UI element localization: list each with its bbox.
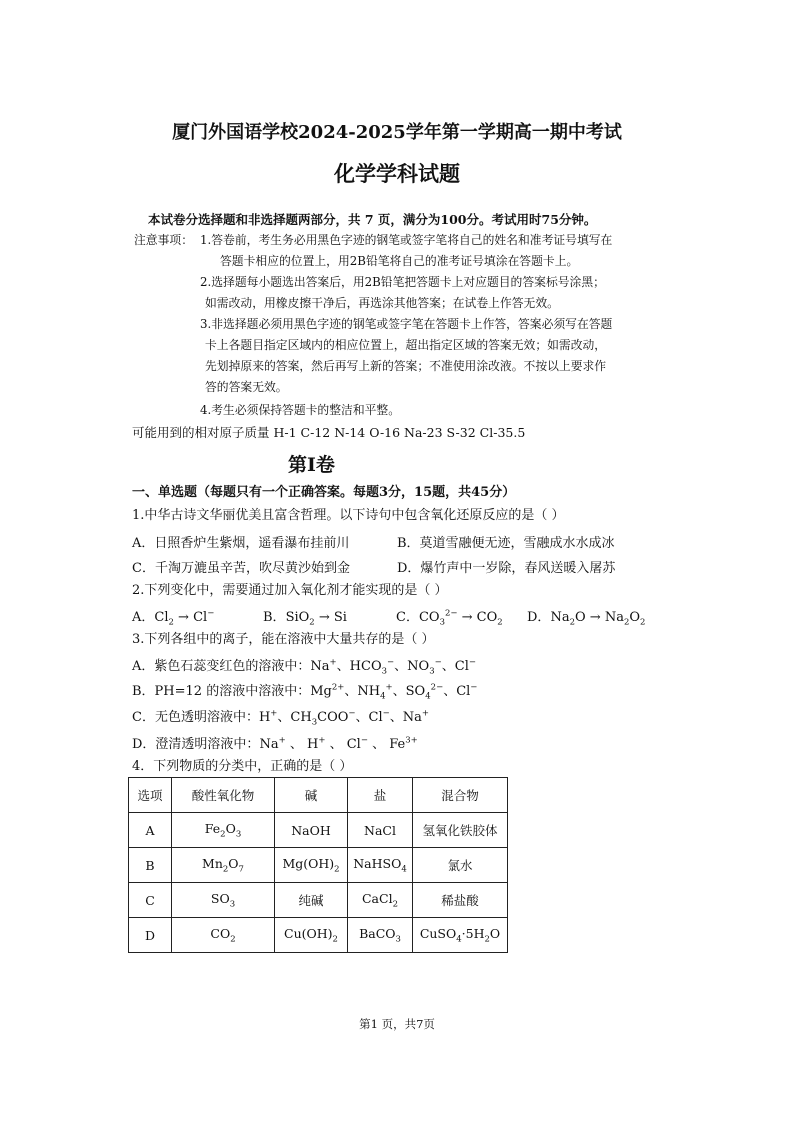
table-cell: 氢氧化铁胶体 xyxy=(413,813,508,848)
question-4-stem: 4．下列物质的分类中，正确的是（ ） xyxy=(132,759,353,774)
table-header-cell: 盐 xyxy=(348,778,413,813)
table-cell: D xyxy=(129,918,172,953)
table-header-cell: 碱 xyxy=(275,778,348,813)
table-cell: 稀盐酸 xyxy=(413,883,508,918)
table-cell: A xyxy=(129,813,172,848)
table-cell: $Fe_2O_3$ xyxy=(172,813,275,848)
q3-option-c: C．无色透明溶液中：H+、$CH_3COO^-$、Cl−、Na+ xyxy=(132,708,430,728)
notes-label: 注意事项： xyxy=(134,233,193,247)
q1-option-c: C．千淘万漉虽辛苦，吹尽黄沙始到金 xyxy=(132,561,350,576)
q3-option-a: A．紫色石蕊变红色的溶液中：Na+、$HCO_3^-$、$NO_3^-$、Cl− xyxy=(132,657,476,677)
q2-option-d: D．$Na_2O \to Na_2O_2$ xyxy=(527,610,646,628)
intro-text: 本试卷分选择题和非选择题两部分，共 7 页，满分为100分。考试用时75分钟。 xyxy=(148,212,597,227)
q1-option-d: D．爆竹声中一岁除，春风送暖入屠苏 xyxy=(397,561,616,576)
q2-option-c: C．$CO_3^{2-} \to CO_2$ xyxy=(396,608,503,628)
q3-option-b: B．PH=12 的溶液中溶液中：$Mg^{2+}$、$NH_4^+$、$SO_4^{2-}$、Cl− xyxy=(132,682,478,702)
note-line: 答题卡相应的位置上，用2B铅笔将自己的准考证号填涂在答题卡上。 xyxy=(220,254,579,268)
table-cell: NaOH xyxy=(275,813,348,848)
exam-title: 厦门外国语学校2024-2025学年第一学期高一期中考试 xyxy=(172,122,622,143)
table-cell: $CuSO_4\cdot 5H_2O$ xyxy=(413,918,508,953)
table-header-cell: 选项 xyxy=(129,778,172,813)
table-row xyxy=(129,848,508,883)
table-cell: BaCO$_3$ xyxy=(348,918,413,953)
table-header-row xyxy=(129,778,508,813)
table-cell: B xyxy=(129,848,172,883)
note-line: 答的答案无效。 xyxy=(205,380,288,394)
table-header-cell: 酸性氧化物 xyxy=(172,778,275,813)
table-cell: C xyxy=(129,883,172,918)
note-line: 先划掉原来的答案，然后再写上新的答案；不准使用涂改液。不按以上要求作 xyxy=(205,359,607,373)
q2-option-a: A．$Cl_2 \to Cl^-$ xyxy=(132,608,215,628)
note-line: 4.考生必须保持答题卡的整洁和平整。 xyxy=(200,403,401,417)
note-line: 3.非选择题必须用黑色字迹的钢笔或签字笔在答题卡上作答，答案必须写在答题 xyxy=(200,317,613,331)
table-row xyxy=(129,883,508,918)
q1-option-b: B．莫道雪融便无迹，雪融成水水成冰 xyxy=(397,536,615,551)
table-cell: CaCl$_2$ xyxy=(348,883,413,918)
table-cell: NaCl xyxy=(348,813,413,848)
part-title: 一、单选题（每题只有一个正确答案。每题3分，15题，共45分） xyxy=(132,485,516,500)
classification-table xyxy=(128,777,508,953)
table-cell: $Cu(OH)_2$ xyxy=(275,918,348,953)
note-line: 如需改动，用橡皮擦干净后，再选涂其他答案；在试卷上作答无效。 xyxy=(205,296,559,310)
atomic-masses: 可能用到的相对原子质量 H-1 C-12 N-14 O-16 Na-23 S-32 Cl-35.5 xyxy=(132,425,526,440)
question-2-stem: 2.下列变化中，需要通过加入氧化剂才能实现的是（ ） xyxy=(132,583,448,598)
question-1-stem: 1.中华古诗文华丽优美且富含哲理。以下诗句中包含氧化还原反应的是（ ） xyxy=(132,508,565,523)
note-line: 2.选择题每小题选出答案后，用2B铅笔把答题卡上对应题目的答案标号涂黑； xyxy=(200,275,605,289)
page-footer: 第1 页，共7页 xyxy=(359,1017,435,1031)
q3-option-d: D．澄清透明溶液中：Na+ 、 H+ 、 Cl− 、 $Fe^{3+}$ xyxy=(132,735,418,752)
table-cell: $CO_2$ xyxy=(172,918,275,953)
question-3-stem: 3.下列各组中的离子，能在溶液中大量共存的是（ ） xyxy=(132,632,435,647)
note-line: 1.答卷前，考生务必用黑色字迹的钢笔或签字笔将自己的姓名和准考证号填写在 xyxy=(200,233,613,247)
table-cell: $SO_3$ xyxy=(172,883,275,918)
section-title: 第Ⅰ卷 xyxy=(288,454,335,476)
q2-option-b: B．SiO$_2$ → Si xyxy=(263,610,347,628)
table-cell: 氯水 xyxy=(413,848,508,883)
table-cell: $Mg(OH)_2$ xyxy=(275,848,348,883)
exam-subtitle: 化学学科试题 xyxy=(334,161,460,186)
table-row xyxy=(129,918,508,953)
note-line: 卡上各题目指定区域内的相应位置上，超出指定区域的答案无效；如需改动， xyxy=(205,338,607,352)
table-cell: $Mn_2O_7$ xyxy=(172,848,275,883)
table-cell: NaHSO$_4$ xyxy=(348,848,413,883)
q1-option-a: A．日照香炉生紫烟，遥看瀑布挂前川 xyxy=(132,536,350,551)
table-header-cell: 混合物 xyxy=(413,778,508,813)
table-row xyxy=(129,813,508,848)
table-cell: 纯碱 xyxy=(275,883,348,918)
